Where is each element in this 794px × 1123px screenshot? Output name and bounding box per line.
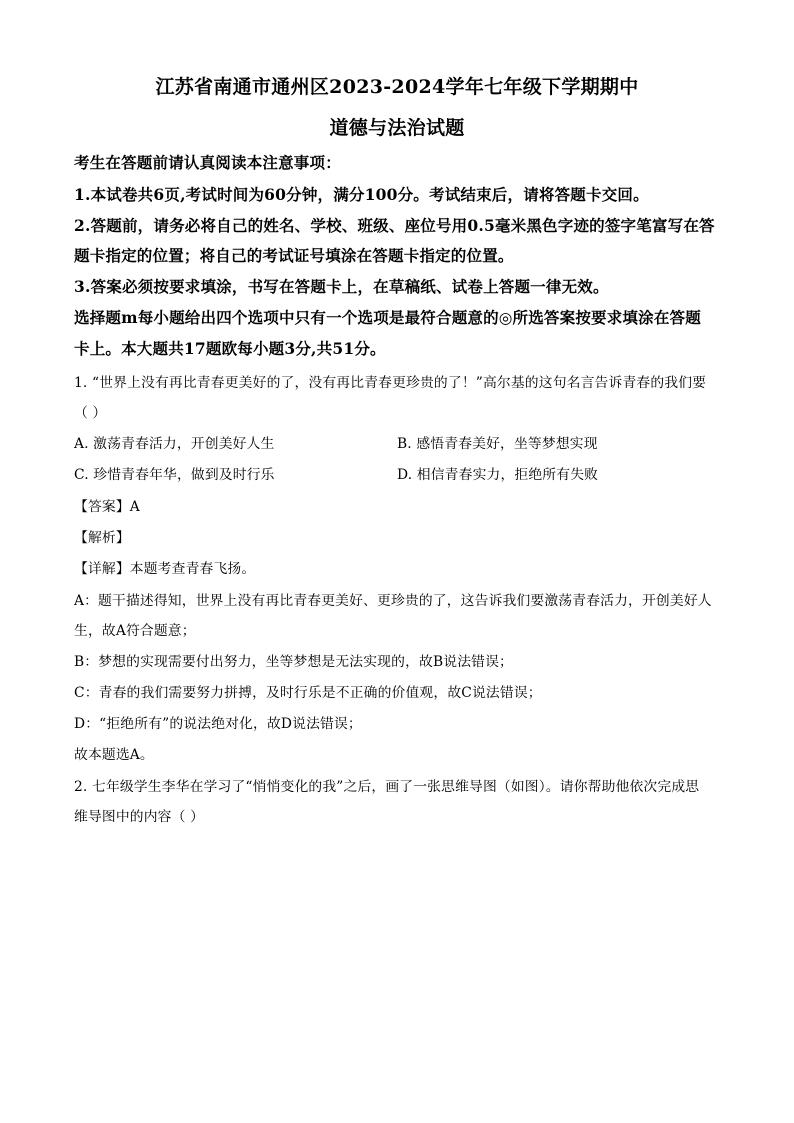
question-1-option-b: B. 感悟青春美好，坐等梦想实现 — [397, 436, 598, 452]
question-1-blank: （ ） — [74, 405, 107, 421]
analysis-a: A：题干描述得知，世界上没有再比青春更美好、更珍贵的了，这告诉我们要激荡青春活力，开创美好人 — [74, 593, 712, 609]
notice-item-3: 3.答案必须按要求填涂，书写在答题卡上，在草稿纸、试卷上答题一律无效。 — [74, 277, 609, 296]
conclusion: 故本题选A。 — [74, 747, 154, 763]
analysis-d: D：“拒绝所有”的说法绝对化，故D说法错误； — [74, 716, 362, 732]
notice-item-1: 1.本试卷共6页,考试时间为60分钟，满分100分。考试结束后，请将答题卡交回。 — [74, 185, 649, 204]
answer-label: 【答案】A — [74, 499, 140, 515]
analysis-label: 【解析】 — [74, 530, 130, 546]
page-subtitle: 道德与法治试题 — [329, 117, 465, 139]
question-1-stem: 1. “世界上没有再比青春更美好的了，没有再比青春更珍贵的了！”高尔基的这句名言告诉青春的我们要 — [74, 375, 707, 391]
analysis-b: B：梦想的实现需要付出努力，坐等梦想是无法实现的，故B说法错误； — [74, 654, 513, 670]
question-2-stem: 2. 七年级学生李华在学习了“悄悄变化的我”之后，画了一张思维导图（如图）。请你帮助他依次完成思 — [74, 779, 700, 795]
question-1-option-c: C. 珍惜青春年华，做到及时行乐 — [74, 467, 275, 483]
question-1-option-d: D. 相信青春实力，拒绝所有失败 — [397, 467, 599, 483]
section-instructions: 选择题m每小题给出四个选项中只有一个选项是最符合题意的◎所选答案按要求填涂在答题 — [74, 308, 701, 327]
analysis-a-cont: 生，故A符合题意； — [74, 623, 196, 639]
analysis-c: C：青春的我们需要努力拼搏，及时行乐是不正确的价值观，故C说法错误； — [74, 685, 542, 701]
question-2-blank: 维导图中的内容（ ） — [74, 809, 205, 825]
notice-heading: 考生在答题前请认真阅读本注意事项： — [74, 153, 341, 172]
section-instructions-cont: 卡上。本大题共17题欧每小题3分,共51分。 — [74, 339, 386, 358]
page-title: 江苏省南通市通州区2023-2024学年七年级下学期期中 — [155, 76, 639, 98]
notice-item-2-cont: 题卡指定的位置；将自己的考试证号填涂在答题卡指定的位置。 — [74, 246, 514, 265]
question-1-option-a: A. 激荡青春活力，开创美好人生 — [74, 436, 275, 452]
notice-item-2: 2.答题前，请务必将自己的姓名、学校、班级、座位号用0.5毫米黑色字迹的签字笔富写在答 — [74, 216, 715, 235]
detail-label: 【详解】本题考查青春飞扬。 — [74, 561, 256, 577]
